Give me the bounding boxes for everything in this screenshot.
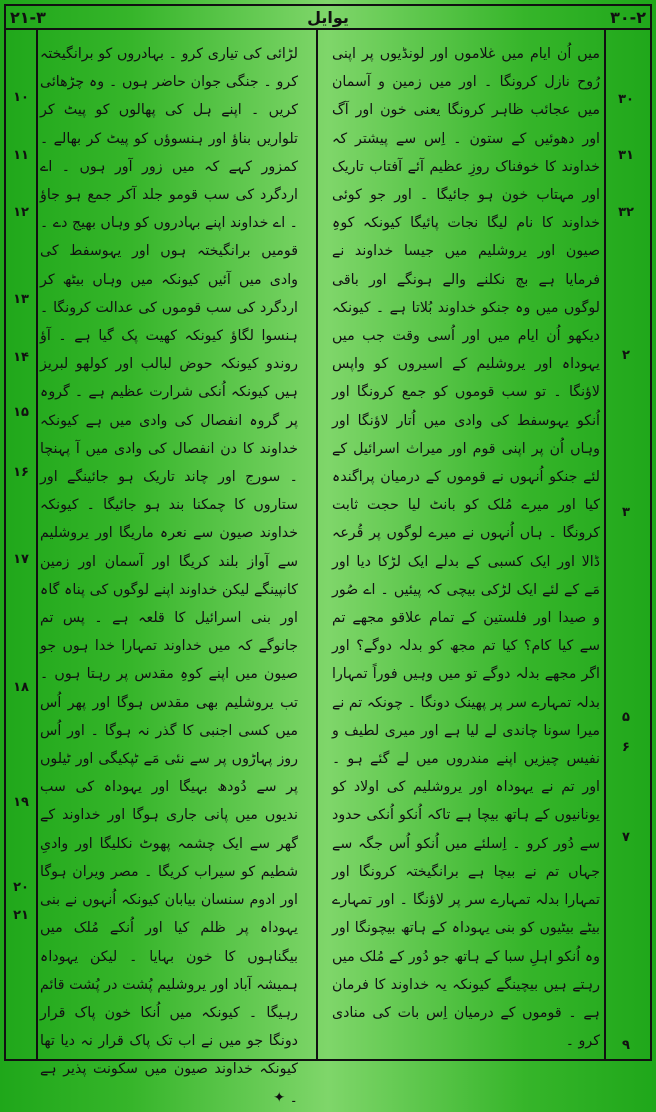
column-divider-left-margin bbox=[36, 28, 38, 1061]
chapter-reference-left: ۲۱-۳ bbox=[10, 7, 46, 27]
verse-number: ۳۰ bbox=[618, 92, 634, 107]
verse-number: ۲ bbox=[622, 348, 630, 363]
verse-number: ۱۵ bbox=[13, 405, 29, 420]
verse-number: ۲۱ bbox=[13, 908, 29, 923]
column-divider-right-margin bbox=[604, 28, 606, 1061]
verse-number: ۱۸ bbox=[13, 680, 29, 695]
header-divider bbox=[4, 28, 652, 30]
verse-number: ۱۰ bbox=[13, 90, 29, 105]
verse-number: ۵ bbox=[622, 710, 630, 725]
verse-number: ۱۹ bbox=[13, 795, 29, 810]
verse-number: ۱۴ bbox=[13, 350, 29, 365]
verse-number: ۱۱ bbox=[13, 148, 29, 163]
scripture-text: لڑائی کی تیاری کرو ۔ بہادروں کو برانگیختہ کرو ۔ جنگی جوان حاضر ہوں ۔ وہ چڑھائی کریں ۔ اپنے ہل کی پھالوں کو پیٹ کر تلواریں بناؤ اور ہنسوؤں کو پیٹ کر بھالے ۔ کمزور کہے کہ میں زور آور ہوں ۔ اے اردگرد کی سب قومو جلد آکر جمع ہو جاؤ ۔ اے خداوند اپنے بہادروں کو وہاں بھیج دے ۔ قومیں برانگیختہ ہوں اور یہوسفط کی وادی میں آئیں کیونکہ میں وہاں بیٹھ کر اردگرد کی سب قوموں کی عدالت کرونگا ۔ ہنسوا لگاؤ کیونکہ کھیت پک گیا ہے ۔ آؤ روندو کیونکہ حوض لبالب اور کولھو لبریز ہیں کیونکہ اُنکی شرارت عظیم ہے ۔ گروہ پر گروہ انفصال کی وادی میں ہے کیونکہ خداوند کا دن انفصال کی وادی میں آ پہنچا ۔ سورج اور چاند تاریک ہو جائینگے اور ستاروں کا چمکنا بند ہو جائیگا ۔ کیونکہ خداوند صیون سے نعرہ ماریگا اور یروشلیم سے آواز بلند کریگا اور آسمان اور زمین کانپینگے لیکن خداوند اپنے لوگوں کی پناہ گاہ اور بنی اسرائیل کا قلعہ ہے ۔ پس تم جانوگے کہ میں خداوند تمہارا خدا ہوں جو صیون میں اپنے کوہِ مقدس پر رہتا ہوں ۔ تب یروشلیم بھی مقدس ہوگا اور پھر اُس میں کسی اجنبی کا گذر نہ ہوگا ۔ اور اُس روز پہاڑوں پر سے نئی مَے ٹپکیگی اور ٹیلوں پر سے دُودھ بہیگا اور یہوداہ کی سب ندیوں میں پانی جاری ہوگا اور خداوند کے گھر سے ایک چشمہ پھوٹ نکلیگا اور وادیِ شطیم کو سیراب کریگا ۔ مصر ویران ہوگا اور ادوم سنسان بیابان کیونکہ اُنہوں نے بنی یہوداہ پر ظلم کیا اور اُنکے مُلک میں بیگناہوں کا خون بہایا ۔ لیکن یہوداہ ہمیشہ آباد اور یروشلیم پُشت در پُشت قائم رہیگا ۔ کیونکہ میں اُنکا خون پاک قرار دونگا جو میں نے اب تک پاک قرار نہ دیا تھا کیونکہ خداوند صیون میں سکونت پذیر ہے ۔ ✦ bbox=[40, 46, 298, 1106]
scripture-text: میں اُن ایام میں غلاموں اور لونڈیوں پر اپنی رُوح نازل کرونگا ۔ اور میں زمین و آسمان میں عجائب ظاہر کرونگا یعنی خون اور آگ اور دھوئیں کے ستون ۔ اِس سے پیشتر کہ خداوند کا خوفناک روزِ عظیم آئے آفتاب تاریک اور مہتاب خون ہو جائیگا ۔ اور جو کوئی خداوند کا نام لیگا نجات پائیگا کیونکہ کوہِ صیون اور یروشلیم میں جیسا خداوند نے فرمایا ہے بچ نکلنے والے ہونگے اور باقی لوگوں میں وہ جنکو خداوند بُلاتا ہے ۔ کیونکہ دیکھو اُن ایام میں اور اُسی وقت جب میں یہوداہ اور یروشلیم کے اسیروں کو واپس لاؤنگا ۔ تو سب قوموں کو جمع کرونگا اور اُنکو یہوسفط کی وادی میں اُتار لاؤنگا اور وہاں اُن پر اپنی قوم اور میراث اسرائیل کے لئے جنکو اُنہوں نے قوموں کے درمیان پراگندہ کیا اور میرے مُلک کو بانٹ لیا حجت ثابت کرونگا ۔ ہاں اُنہوں نے میرے لوگوں پر قُرعہ ڈالا اور ایک کسبی کے بدلے ایک لڑکا دیا اور مَے کے لئے ایک لڑکی بیچی کہ پیئیں ۔ اے صُور و صیدا اور فلستین کے تمام علاقو مجھے تم سے کیا کام؟ کیا تم مجھ کو بدلہ دوگے؟ اور اگر مجھے بدلہ دوگے تو میں وہیں فوراً تمہارا بدلہ تمہارے سر پر پھینک دونگا ۔ چونکہ تم نے میرا سونا چاندی لے لیا ہے اور میری لطیف و نفیس چیزیں اپنے مندروں میں لے گئے ہو ۔ اور تم نے یہوداہ اور یروشلیم کی اولاد کو یونانیوں کے ہاتھ بیچا ہے تاکہ اُنکو اُنکی حدود سے دُور کرو ۔ اِسلئے میں اُنکو اُس جگہ سے جہاں تم نے بیچا ہے برانگیختہ کرونگا اور تمہارا بدلہ تمہارے سر پر لاؤنگا ۔ اور تمہارے بیٹے بیٹیوں کو بنی یہوداہ کے ہاتھ بیچونگا اور وہ اُنکو اہلِ سبا کے ہاتھ جو دُور کے مُلک میں رہتے ہیں بیچینگے کیونکہ یہ خداوند کا فرمان ہے ۔ قوموں کے درمیان اِس بات کی منادی کرو ۔ bbox=[332, 46, 600, 1050]
verse-number: ۳۲ bbox=[618, 205, 634, 220]
column-divider-center bbox=[316, 28, 318, 1061]
verse-number: ۶ bbox=[622, 740, 630, 755]
verse-number: ۳۱ bbox=[618, 148, 634, 163]
book-title: یوایل bbox=[307, 7, 349, 27]
verse-number: ۹ bbox=[622, 1038, 630, 1053]
verse-number: ۱۳ bbox=[13, 292, 29, 307]
verse-number: ۷ bbox=[622, 830, 630, 845]
verse-number: ۱۲ bbox=[13, 205, 29, 220]
verse-number: ۱۶ bbox=[13, 465, 29, 480]
verse-number: ۱۷ bbox=[13, 552, 29, 567]
text-column-left bbox=[40, 40, 298, 1106]
text-column-right bbox=[332, 40, 600, 1050]
verse-number: ۲۰ bbox=[13, 880, 29, 895]
verse-number: ۳ bbox=[622, 505, 630, 520]
chapter-reference-right: ۳۰-۲ bbox=[610, 7, 646, 27]
